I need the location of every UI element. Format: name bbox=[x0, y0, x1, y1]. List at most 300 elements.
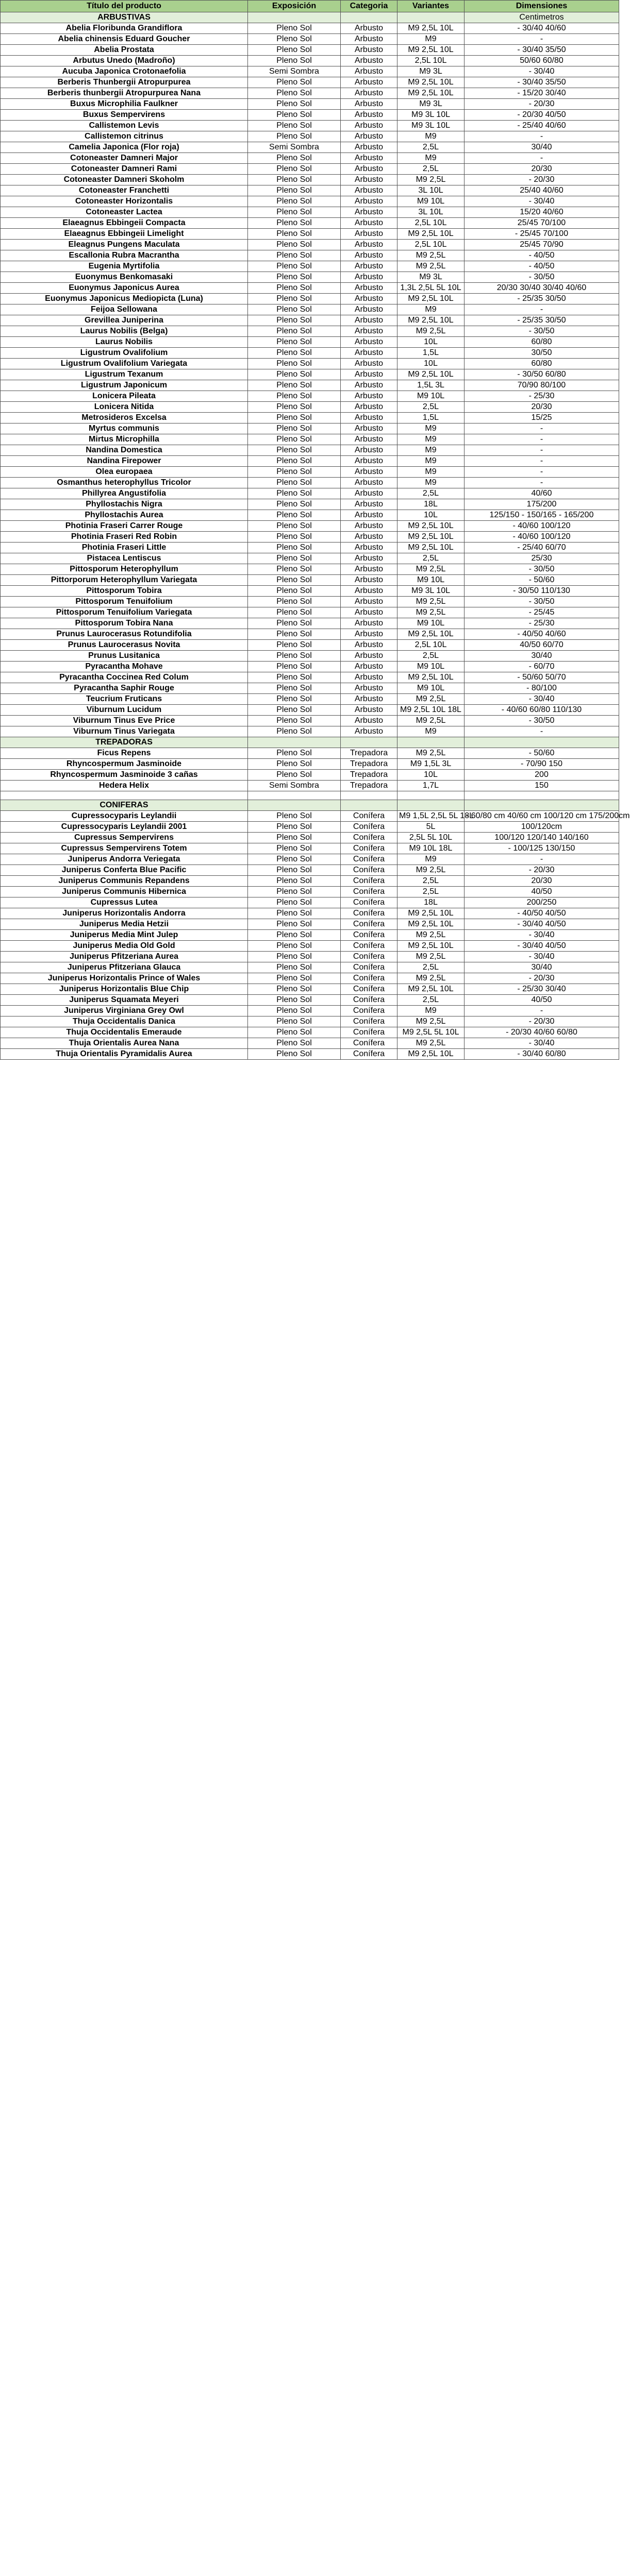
empty-cell bbox=[341, 800, 397, 811]
empty-cell bbox=[248, 12, 341, 23]
variants-cell: M9 2,5L 5L 10L bbox=[397, 1027, 465, 1038]
variants-cell: 1,7L bbox=[397, 781, 465, 791]
dimensions-cell: 200 bbox=[465, 770, 619, 781]
table-row bbox=[1, 770, 619, 781]
dimensions-cell: 25/30 bbox=[465, 553, 619, 564]
table-row bbox=[1, 488, 619, 499]
product-name: Pittosporum Tobira bbox=[1, 586, 248, 597]
category-cell: Arbusto bbox=[341, 380, 397, 391]
product-name: Cotoneaster Damneri Major bbox=[1, 153, 248, 164]
dimensions-cell: - 40/50 bbox=[465, 261, 619, 272]
dimensions-cell: 200/250 bbox=[465, 897, 619, 908]
variants-cell: M9 bbox=[397, 153, 465, 164]
category-cell: Conífera bbox=[341, 1006, 397, 1016]
exposure-cell: Pleno Sol bbox=[248, 402, 341, 413]
variants-cell: M9 2,5L 10L bbox=[397, 315, 465, 326]
exposure-cell: Pleno Sol bbox=[248, 543, 341, 553]
exposure-cell: Pleno Sol bbox=[248, 304, 341, 315]
dimensions-cell: - 25/40 60/70 bbox=[465, 543, 619, 553]
dimensions-cell: 30/40 bbox=[465, 962, 619, 973]
exposure-cell: Pleno Sol bbox=[248, 1016, 341, 1027]
product-name: Aucuba Japonica Crotonaefolia bbox=[1, 66, 248, 77]
header-variants: Variantes bbox=[397, 1, 465, 12]
category-cell: Arbusto bbox=[341, 423, 397, 434]
variants-cell: 2,5L bbox=[397, 488, 465, 499]
exposure-cell: Pleno Sol bbox=[248, 984, 341, 995]
empty-cell bbox=[341, 791, 397, 800]
dimensions-cell: - 30/40 bbox=[465, 930, 619, 941]
variants-cell: 10L bbox=[397, 359, 465, 369]
product-name: Ficus Repens bbox=[1, 748, 248, 759]
table-row bbox=[1, 833, 619, 843]
table-row bbox=[1, 294, 619, 304]
exposure-cell: Pleno Sol bbox=[248, 811, 341, 822]
table-row bbox=[1, 705, 619, 716]
dimensions-cell: - 30/40 bbox=[465, 66, 619, 77]
spreadsheet bbox=[0, 0, 630, 1060]
category-cell: Arbusto bbox=[341, 640, 397, 651]
product-name: Cupressus Sempervirens bbox=[1, 833, 248, 843]
dimensions-cell: - 15/20 30/40 bbox=[465, 88, 619, 99]
dimensions-cell: - 30/50 bbox=[465, 564, 619, 575]
product-name: Pyracantha Saphir Rouge bbox=[1, 683, 248, 694]
category-cell: Arbusto bbox=[341, 326, 397, 337]
table-row bbox=[1, 1038, 619, 1049]
variants-cell: M9 3L 10L bbox=[397, 586, 465, 597]
product-name: Elaeagnus Ebbingeii Compacta bbox=[1, 218, 248, 229]
empty-cell bbox=[248, 737, 341, 748]
dimensions-cell: - 25/30 30/40 bbox=[465, 984, 619, 995]
category-cell: Arbusto bbox=[341, 651, 397, 662]
dimensions-cell: - 30/50 110/130 bbox=[465, 586, 619, 597]
exposure-cell: Pleno Sol bbox=[248, 887, 341, 897]
exposure-cell: Pleno Sol bbox=[248, 164, 341, 175]
product-name: Pittorporum Heterophyllum Variegata bbox=[1, 575, 248, 586]
table-row bbox=[1, 865, 619, 876]
table-row bbox=[1, 984, 619, 995]
variants-cell: M9 2,5L bbox=[397, 1038, 465, 1049]
section-header-row bbox=[1, 800, 619, 811]
product-name: Laurus Nobilis bbox=[1, 337, 248, 348]
dimensions-cell: - 30/40 35/50 bbox=[465, 77, 619, 88]
table-row bbox=[1, 88, 619, 99]
variants-cell: M9 2,5L bbox=[397, 261, 465, 272]
exposure-cell: Pleno Sol bbox=[248, 662, 341, 672]
exposure-cell: Pleno Sol bbox=[248, 121, 341, 131]
exposure-cell: Semi Sombra bbox=[248, 781, 341, 791]
product-name: Ligustrum Ovalifolium Variegata bbox=[1, 359, 248, 369]
category-cell: Arbusto bbox=[341, 229, 397, 240]
category-cell: Arbusto bbox=[341, 218, 397, 229]
variants-cell: 2,5L bbox=[397, 651, 465, 662]
category-cell: Arbusto bbox=[341, 348, 397, 359]
table-row bbox=[1, 337, 619, 348]
variants-cell: 2,5L bbox=[397, 402, 465, 413]
dimensions-cell: - 40/50 bbox=[465, 250, 619, 261]
table-row bbox=[1, 1006, 619, 1016]
dimensions-cell: 60/80 bbox=[465, 359, 619, 369]
table-row bbox=[1, 575, 619, 586]
variants-cell: 2,5L 10L bbox=[397, 218, 465, 229]
dimensions-cell: - bbox=[465, 304, 619, 315]
category-cell: Arbusto bbox=[341, 77, 397, 88]
dimensions-cell: - 60/80 cm 40/60 cm 100/120 cm 175/200cm bbox=[465, 811, 619, 822]
table-row bbox=[1, 218, 619, 229]
table-row bbox=[1, 66, 619, 77]
exposure-cell: Pleno Sol bbox=[248, 962, 341, 973]
empty-cell bbox=[341, 12, 397, 23]
table-row bbox=[1, 683, 619, 694]
dimensions-cell: - 100/125 130/150 bbox=[465, 843, 619, 854]
dimensions-cell: - 20/30 bbox=[465, 865, 619, 876]
exposure-cell: Semi Sombra bbox=[248, 66, 341, 77]
exposure-cell: Pleno Sol bbox=[248, 229, 341, 240]
product-name: Teucrium Fruticans bbox=[1, 694, 248, 705]
variants-cell: M9 2,5L bbox=[397, 952, 465, 962]
product-name: Callistemon citrinus bbox=[1, 131, 248, 142]
table-row bbox=[1, 564, 619, 575]
product-name: Nandina Firepower bbox=[1, 456, 248, 467]
table-row bbox=[1, 34, 619, 45]
product-name: Euonymus Japonicus Aurea bbox=[1, 283, 248, 294]
variants-cell: M9 bbox=[397, 726, 465, 737]
table-row bbox=[1, 467, 619, 478]
table-row bbox=[1, 434, 619, 445]
variants-cell: 2,5L bbox=[397, 887, 465, 897]
table-row bbox=[1, 272, 619, 283]
variants-cell: 2,5L bbox=[397, 142, 465, 153]
variants-cell: M9 bbox=[397, 1006, 465, 1016]
exposure-cell: Pleno Sol bbox=[248, 973, 341, 984]
category-cell: Conífera bbox=[341, 952, 397, 962]
dimensions-cell: 20/30 30/40 30/40 40/60 bbox=[465, 283, 619, 294]
category-cell: Arbusto bbox=[341, 131, 397, 142]
variants-cell: 2,5L 10L bbox=[397, 56, 465, 66]
exposure-cell: Pleno Sol bbox=[248, 1006, 341, 1016]
empty-cell bbox=[397, 791, 465, 800]
product-name: Rhyncospermum Jasminoide bbox=[1, 759, 248, 770]
category-cell: Arbusto bbox=[341, 272, 397, 283]
category-cell: Arbusto bbox=[341, 510, 397, 521]
dimensions-cell: - 30/40 40/60 bbox=[465, 23, 619, 34]
table-row bbox=[1, 662, 619, 672]
exposure-cell: Pleno Sol bbox=[248, 564, 341, 575]
table-row bbox=[1, 229, 619, 240]
category-cell: Arbusto bbox=[341, 553, 397, 564]
table-row bbox=[1, 185, 619, 196]
category-cell: Arbusto bbox=[341, 672, 397, 683]
variants-cell: M9 2,5L 10L bbox=[397, 941, 465, 952]
category-cell: Arbusto bbox=[341, 175, 397, 185]
category-cell: Conífera bbox=[341, 962, 397, 973]
exposure-cell: Pleno Sol bbox=[248, 272, 341, 283]
dimensions-cell: - bbox=[465, 854, 619, 865]
dimensions-cell: - bbox=[465, 478, 619, 488]
exposure-cell: Pleno Sol bbox=[248, 45, 341, 56]
category-cell: Conífera bbox=[341, 1038, 397, 1049]
variants-cell: M9 bbox=[397, 131, 465, 142]
variants-cell: M9 bbox=[397, 478, 465, 488]
table-row bbox=[1, 532, 619, 543]
section-units: Centimetros bbox=[465, 12, 619, 23]
variants-cell: M9 3L 10L bbox=[397, 121, 465, 131]
dimensions-cell: - bbox=[465, 34, 619, 45]
category-cell: Conífera bbox=[341, 887, 397, 897]
dimensions-cell: - 30/40 bbox=[465, 1038, 619, 1049]
product-name: Ligustrum Texanum bbox=[1, 369, 248, 380]
table-row bbox=[1, 240, 619, 250]
exposure-cell: Pleno Sol bbox=[248, 380, 341, 391]
exposure-cell: Pleno Sol bbox=[248, 499, 341, 510]
category-cell: Arbusto bbox=[341, 23, 397, 34]
category-cell: Arbusto bbox=[341, 402, 397, 413]
product-name: Phyllostachis Nigra bbox=[1, 499, 248, 510]
category-cell: Arbusto bbox=[341, 607, 397, 618]
variants-cell: M9 2,5L 10L bbox=[397, 532, 465, 543]
variants-cell: M9 1,5L 3L bbox=[397, 759, 465, 770]
category-cell: Arbusto bbox=[341, 34, 397, 45]
exposure-cell: Pleno Sol bbox=[248, 56, 341, 66]
category-cell: Arbusto bbox=[341, 110, 397, 121]
table-row bbox=[1, 413, 619, 423]
exposure-cell: Pleno Sol bbox=[248, 34, 341, 45]
exposure-cell: Pleno Sol bbox=[248, 153, 341, 164]
variants-cell: M9 bbox=[397, 434, 465, 445]
product-name: Juniperus Squamata Meyeri bbox=[1, 995, 248, 1006]
product-name: Photinia Fraseri Little bbox=[1, 543, 248, 553]
product-name: Cotoneaster Damneri Skoholm bbox=[1, 175, 248, 185]
exposure-cell: Pleno Sol bbox=[248, 488, 341, 499]
exposure-cell: Pleno Sol bbox=[248, 683, 341, 694]
product-name: Pyracantha Coccinea Red Colum bbox=[1, 672, 248, 683]
table-row bbox=[1, 553, 619, 564]
table-row bbox=[1, 897, 619, 908]
table-row bbox=[1, 995, 619, 1006]
dimensions-cell: 175/200 bbox=[465, 499, 619, 510]
variants-cell: M9 10L bbox=[397, 683, 465, 694]
variants-cell: 18L bbox=[397, 897, 465, 908]
variants-cell: M9 2,5L 10L bbox=[397, 23, 465, 34]
product-name: Juniperus Media Old Gold bbox=[1, 941, 248, 952]
variants-cell: 3L 10L bbox=[397, 207, 465, 218]
table-row bbox=[1, 843, 619, 854]
dimensions-cell: - 40/60 60/80 110/130 bbox=[465, 705, 619, 716]
category-cell: Trepadora bbox=[341, 781, 397, 791]
category-cell: Arbusto bbox=[341, 304, 397, 315]
category-cell: Conífera bbox=[341, 908, 397, 919]
exposure-cell: Pleno Sol bbox=[248, 586, 341, 597]
dimensions-cell: - 40/50 40/60 bbox=[465, 629, 619, 640]
dimensions-cell: - 50/60 bbox=[465, 575, 619, 586]
product-name: Camelia Japonica (Flor roja) bbox=[1, 142, 248, 153]
exposure-cell: Pleno Sol bbox=[248, 423, 341, 434]
table-row bbox=[1, 586, 619, 597]
product-name: Juniperus Pfitzeriana Glauca bbox=[1, 962, 248, 973]
dimensions-cell: - 25/35 30/50 bbox=[465, 294, 619, 304]
dimensions-cell: 150 bbox=[465, 781, 619, 791]
dimensions-cell: - bbox=[465, 153, 619, 164]
exposure-cell: Pleno Sol bbox=[248, 413, 341, 423]
product-name: Lonicera Pileata bbox=[1, 391, 248, 402]
header-exposure: Exposición bbox=[248, 1, 341, 12]
product-name: Abelia chinensis Eduard Goucher bbox=[1, 34, 248, 45]
variants-cell: 2,5L 5L 10L bbox=[397, 833, 465, 843]
exposure-cell: Pleno Sol bbox=[248, 369, 341, 380]
variants-cell: 2,5L bbox=[397, 995, 465, 1006]
section-units bbox=[465, 737, 619, 748]
header-product-title: Título del producto bbox=[1, 1, 248, 12]
product-name: Myrtus communis bbox=[1, 423, 248, 434]
table-row bbox=[1, 781, 619, 791]
category-cell: Arbusto bbox=[341, 629, 397, 640]
table-row bbox=[1, 651, 619, 662]
table-row bbox=[1, 759, 619, 770]
category-cell: Arbusto bbox=[341, 499, 397, 510]
category-cell: Arbusto bbox=[341, 294, 397, 304]
variants-cell: M9 bbox=[397, 467, 465, 478]
dimensions-cell: 100/120cm bbox=[465, 822, 619, 833]
exposure-cell: Pleno Sol bbox=[248, 348, 341, 359]
table-row bbox=[1, 423, 619, 434]
table-row bbox=[1, 941, 619, 952]
variants-cell: M9 10L bbox=[397, 575, 465, 586]
category-cell: Arbusto bbox=[341, 250, 397, 261]
dimensions-cell: - 60/70 bbox=[465, 662, 619, 672]
exposure-cell: Pleno Sol bbox=[248, 175, 341, 185]
exposure-cell: Pleno Sol bbox=[248, 196, 341, 207]
product-name: Juniperus Virginiana Grey Owl bbox=[1, 1006, 248, 1016]
dimensions-cell: 20/30 bbox=[465, 402, 619, 413]
variants-cell: M9 1,5L 2,5L 5L 18L bbox=[397, 811, 465, 822]
section-title: TREPADORAS bbox=[1, 737, 248, 748]
table-row bbox=[1, 250, 619, 261]
category-cell: Arbusto bbox=[341, 88, 397, 99]
category-cell: Arbusto bbox=[341, 543, 397, 553]
dimensions-cell: - bbox=[465, 445, 619, 456]
product-name: Juniperus Pfitzeriana Aurea bbox=[1, 952, 248, 962]
category-cell: Arbusto bbox=[341, 467, 397, 478]
table-row bbox=[1, 196, 619, 207]
dimensions-cell: - 30/50 bbox=[465, 272, 619, 283]
dimensions-cell: 25/45 70/90 bbox=[465, 240, 619, 250]
category-cell: Arbusto bbox=[341, 369, 397, 380]
exposure-cell: Pleno Sol bbox=[248, 607, 341, 618]
variants-cell: M9 2,5L bbox=[397, 250, 465, 261]
variants-cell: M9 2,5L bbox=[397, 694, 465, 705]
variants-cell: 2,5L 10L bbox=[397, 240, 465, 250]
product-name: Abelia Prostata bbox=[1, 45, 248, 56]
table-row bbox=[1, 456, 619, 467]
variants-cell: M9 3L bbox=[397, 99, 465, 110]
category-cell: Conífera bbox=[341, 865, 397, 876]
table-row bbox=[1, 640, 619, 651]
table-row bbox=[1, 99, 619, 110]
table-row bbox=[1, 478, 619, 488]
category-cell: Arbusto bbox=[341, 488, 397, 499]
category-cell: Conífera bbox=[341, 995, 397, 1006]
product-name: Eleagnus Pungens Maculata bbox=[1, 240, 248, 250]
product-name: Ligustrum Ovalifolium bbox=[1, 348, 248, 359]
table-row bbox=[1, 629, 619, 640]
category-cell: Arbusto bbox=[341, 315, 397, 326]
dimensions-cell: - 20/30 bbox=[465, 1016, 619, 1027]
variants-cell: 1,5L bbox=[397, 348, 465, 359]
variants-cell: M9 2,5L 10L bbox=[397, 908, 465, 919]
category-cell: Arbusto bbox=[341, 694, 397, 705]
table-body bbox=[1, 12, 630, 1060]
product-name: Phyllostachis Aurea bbox=[1, 510, 248, 521]
table-row bbox=[1, 164, 619, 175]
empty-cell bbox=[397, 800, 465, 811]
empty-cell bbox=[1, 791, 248, 800]
table-row bbox=[1, 283, 619, 294]
product-name: Juniperus Media Mint Julep bbox=[1, 930, 248, 941]
variants-cell: M9 3L bbox=[397, 66, 465, 77]
product-name: Pyracantha Mohave bbox=[1, 662, 248, 672]
exposure-cell: Pleno Sol bbox=[248, 1049, 341, 1060]
product-name: Juniperus Horizontalis Prince of Wales bbox=[1, 973, 248, 984]
product-name: Lonicera Nitida bbox=[1, 402, 248, 413]
variants-cell: M9 2,5L 10L bbox=[397, 919, 465, 930]
dimensions-cell: - 30/40 60/80 bbox=[465, 1049, 619, 1060]
product-name: Mirtus Microphilla bbox=[1, 434, 248, 445]
exposure-cell: Pleno Sol bbox=[248, 88, 341, 99]
dimensions-cell: 125/150 - 150/165 - 165/200 bbox=[465, 510, 619, 521]
category-cell: Arbusto bbox=[341, 185, 397, 196]
empty-cell bbox=[465, 791, 619, 800]
product-name: Thuja Orientalis Pyramidalis Aurea bbox=[1, 1049, 248, 1060]
section-units bbox=[465, 800, 619, 811]
dimensions-cell: 30/40 bbox=[465, 651, 619, 662]
table-row bbox=[1, 854, 619, 865]
variants-cell: M9 3L 10L bbox=[397, 110, 465, 121]
table-row bbox=[1, 445, 619, 456]
dimensions-cell: - 30/50 bbox=[465, 326, 619, 337]
exposure-cell: Pleno Sol bbox=[248, 1027, 341, 1038]
category-cell: Arbusto bbox=[341, 337, 397, 348]
product-name: Prunus Laurocerasus Novita bbox=[1, 640, 248, 651]
variants-cell: M9 2,5L 10L bbox=[397, 77, 465, 88]
category-cell: Conífera bbox=[341, 876, 397, 887]
exposure-cell: Pleno Sol bbox=[248, 467, 341, 478]
dimensions-cell: - 50/60 50/70 bbox=[465, 672, 619, 683]
variants-cell: 1,3L 2,5L 5L 10L bbox=[397, 283, 465, 294]
table-row bbox=[1, 1016, 619, 1027]
dimensions-cell: 40/50 60/70 bbox=[465, 640, 619, 651]
exposure-cell: Pleno Sol bbox=[248, 23, 341, 34]
dimensions-cell: - 20/30 bbox=[465, 973, 619, 984]
product-name: Euonymus Japonicus Mediopicta (Luna) bbox=[1, 294, 248, 304]
exposure-cell: Pleno Sol bbox=[248, 843, 341, 854]
category-cell: Arbusto bbox=[341, 153, 397, 164]
empty-cell bbox=[248, 791, 341, 800]
table-row bbox=[1, 499, 619, 510]
variants-cell: M9 2,5L 10L 18L bbox=[397, 705, 465, 716]
variants-cell: 5L bbox=[397, 822, 465, 833]
table-row bbox=[1, 77, 619, 88]
exposure-cell: Pleno Sol bbox=[248, 326, 341, 337]
dimensions-cell: - 40/60 100/120 bbox=[465, 532, 619, 543]
exposure-cell: Pleno Sol bbox=[248, 748, 341, 759]
product-name: Hedera Helix bbox=[1, 781, 248, 791]
variants-cell: M9 10L 18L bbox=[397, 843, 465, 854]
product-name: Juniperus Media Hetzii bbox=[1, 919, 248, 930]
dimensions-cell: - bbox=[465, 456, 619, 467]
variants-cell: M9 bbox=[397, 445, 465, 456]
product-name: Juniperus Horizontalis Blue Chip bbox=[1, 984, 248, 995]
product-name: Cupressus Lutea bbox=[1, 897, 248, 908]
table-row bbox=[1, 56, 619, 66]
